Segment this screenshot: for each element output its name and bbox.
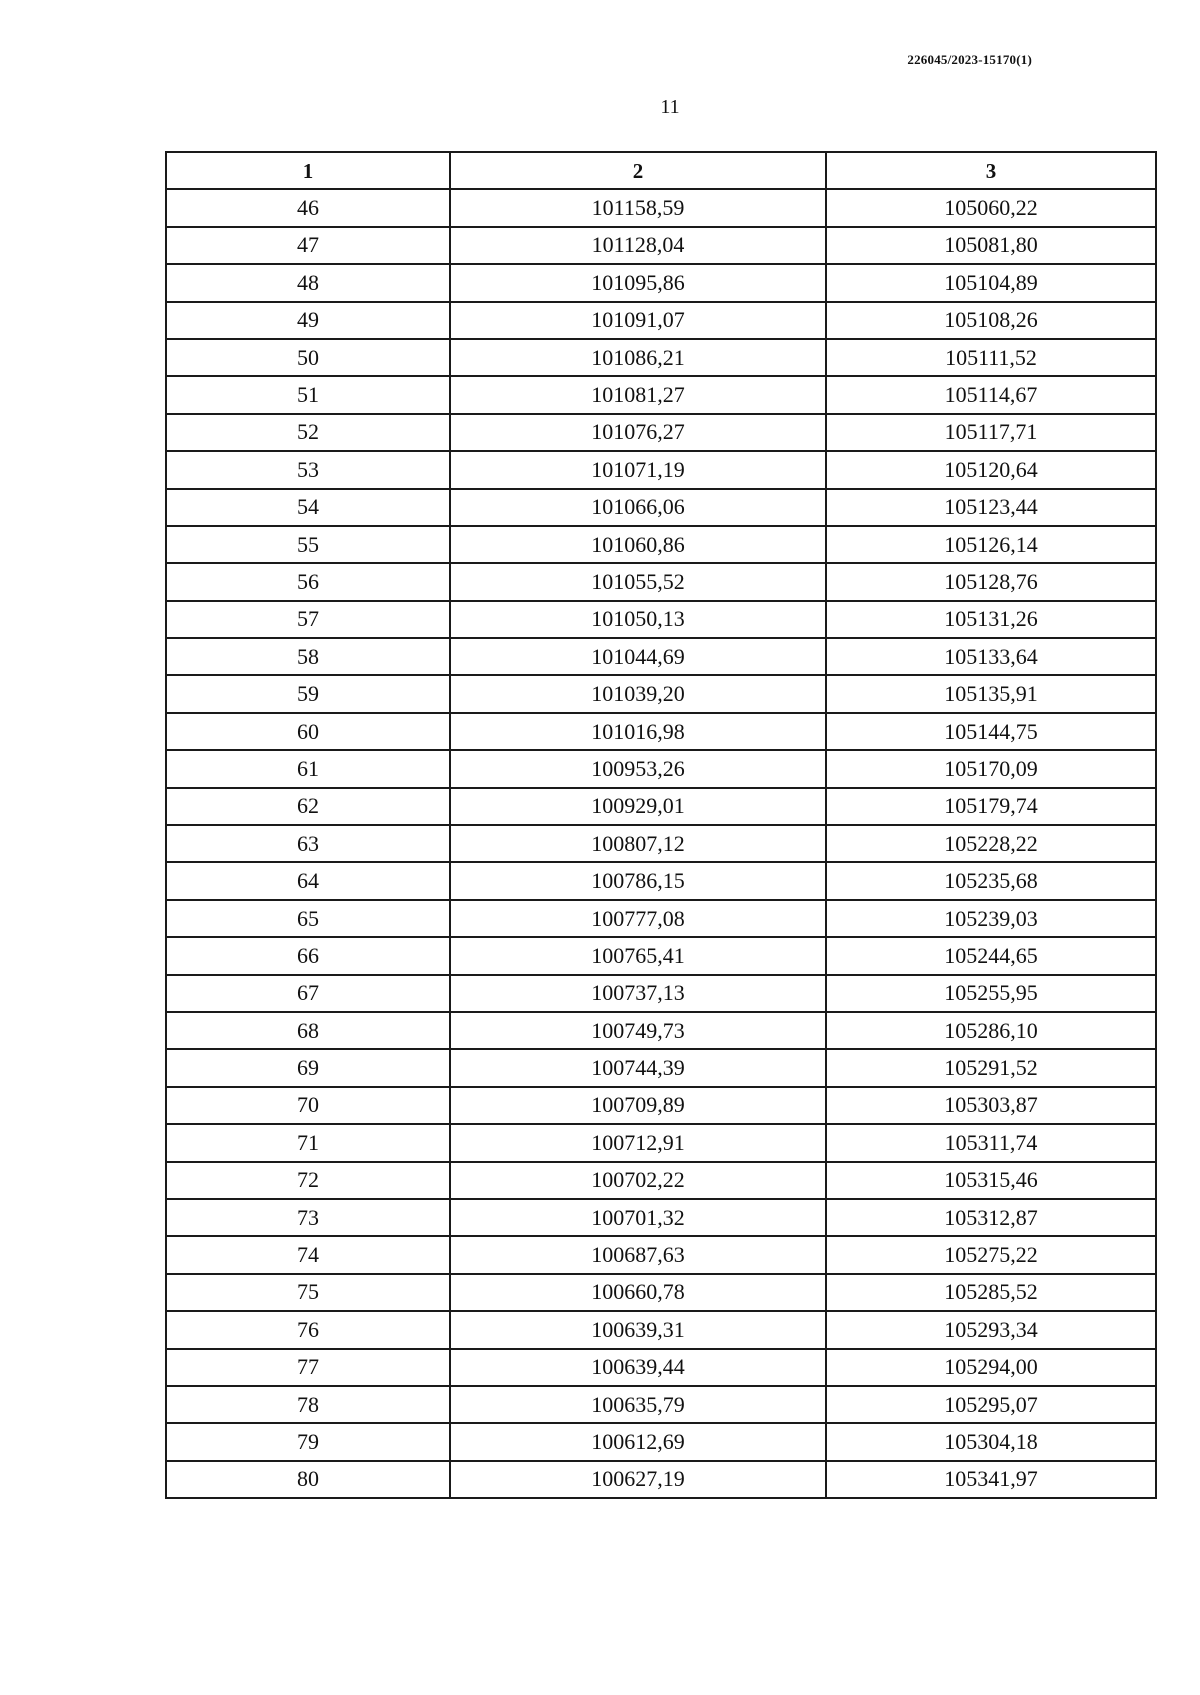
- table-row: [166, 227, 1156, 264]
- coordinate-y-cell: 105131,26: [826, 601, 1156, 638]
- table-row: [166, 937, 1156, 974]
- point-number-cell: 60: [166, 713, 450, 750]
- table-row: [166, 750, 1156, 787]
- column-header: 3: [826, 152, 1156, 189]
- coordinate-y-cell: 105294,00: [826, 1349, 1156, 1386]
- coordinate-y-cell: 105255,95: [826, 975, 1156, 1012]
- coordinate-x-cell: 100701,32: [450, 1199, 826, 1236]
- point-number-cell: 69: [166, 1049, 450, 1086]
- coordinate-y-cell: 105312,87: [826, 1199, 1156, 1236]
- column-header: 1: [166, 152, 450, 189]
- table-row: [166, 376, 1156, 413]
- table-row: [166, 414, 1156, 451]
- coordinate-y-cell: 105244,65: [826, 937, 1156, 974]
- coordinate-y-cell: 105126,14: [826, 526, 1156, 563]
- point-number-cell: 70: [166, 1087, 450, 1124]
- point-number-cell: 57: [166, 601, 450, 638]
- table-row: [166, 601, 1156, 638]
- point-number-cell: 72: [166, 1162, 450, 1199]
- coordinate-y-cell: 105104,89: [826, 264, 1156, 301]
- coordinate-y-cell: 105108,26: [826, 302, 1156, 339]
- point-number-cell: 56: [166, 563, 450, 600]
- table-row: [166, 675, 1156, 712]
- table-row: [166, 638, 1156, 675]
- coordinate-x-cell: 101060,86: [450, 526, 826, 563]
- table-row: [166, 1423, 1156, 1460]
- point-number-cell: 68: [166, 1012, 450, 1049]
- coordinate-y-cell: 105135,91: [826, 675, 1156, 712]
- point-number-cell: 66: [166, 937, 450, 974]
- coordinate-y-cell: 105341,97: [826, 1461, 1156, 1498]
- coordinate-y-cell: 105060,22: [826, 189, 1156, 226]
- coordinate-y-cell: 105286,10: [826, 1012, 1156, 1049]
- table-row: [166, 1461, 1156, 1498]
- table-row: [166, 1311, 1156, 1348]
- coordinate-x-cell: 100777,08: [450, 900, 826, 937]
- coordinate-x-cell: 101158,59: [450, 189, 826, 226]
- table-row: [166, 339, 1156, 376]
- point-number-cell: 52: [166, 414, 450, 451]
- table-row: [166, 1274, 1156, 1311]
- coordinate-y-cell: 105123,44: [826, 489, 1156, 526]
- point-number-cell: 58: [166, 638, 450, 675]
- coordinate-y-cell: 105144,75: [826, 713, 1156, 750]
- point-number-cell: 48: [166, 264, 450, 301]
- column-header: 2: [450, 152, 826, 189]
- point-number-cell: 50: [166, 339, 450, 376]
- table-row: [166, 1386, 1156, 1423]
- point-number-cell: 53: [166, 451, 450, 488]
- coordinate-x-cell: 101016,98: [450, 713, 826, 750]
- point-number-cell: 78: [166, 1386, 450, 1423]
- coordinate-x-cell: 101081,27: [450, 376, 826, 413]
- coordinate-y-cell: 105239,03: [826, 900, 1156, 937]
- point-number-cell: 47: [166, 227, 450, 264]
- coordinate-y-cell: 105117,71: [826, 414, 1156, 451]
- table-row: [166, 1236, 1156, 1273]
- table-row: [166, 1087, 1156, 1124]
- coordinate-y-cell: 105285,52: [826, 1274, 1156, 1311]
- coordinate-y-cell: 105228,22: [826, 825, 1156, 862]
- coordinate-y-cell: 105315,46: [826, 1162, 1156, 1199]
- coordinate-x-cell: 100786,15: [450, 862, 826, 899]
- coordinate-x-cell: 101055,52: [450, 563, 826, 600]
- table-row: [166, 788, 1156, 825]
- table-row: [166, 1012, 1156, 1049]
- point-number-cell: 79: [166, 1423, 450, 1460]
- coordinate-y-cell: 105275,22: [826, 1236, 1156, 1273]
- point-number-cell: 74: [166, 1236, 450, 1273]
- coordinate-y-cell: 105114,67: [826, 376, 1156, 413]
- table-row: [166, 862, 1156, 899]
- point-number-cell: 55: [166, 526, 450, 563]
- coordinate-x-cell: 100635,79: [450, 1386, 826, 1423]
- coordinate-x-cell: 101091,07: [450, 302, 826, 339]
- coordinate-x-cell: 101066,06: [450, 489, 826, 526]
- coordinate-y-cell: 105293,34: [826, 1311, 1156, 1348]
- coordinate-x-cell: 100639,44: [450, 1349, 826, 1386]
- table-row: [166, 825, 1156, 862]
- table-row: [166, 189, 1156, 226]
- coordinate-x-cell: 100660,78: [450, 1274, 826, 1311]
- table-row: [166, 302, 1156, 339]
- coordinate-x-cell: 100627,19: [450, 1461, 826, 1498]
- point-number-cell: 51: [166, 376, 450, 413]
- table-row: [166, 1124, 1156, 1161]
- coordinate-x-cell: 100687,63: [450, 1236, 826, 1273]
- coordinate-y-cell: 105291,52: [826, 1049, 1156, 1086]
- point-number-cell: 61: [166, 750, 450, 787]
- coordinate-y-cell: 105304,18: [826, 1423, 1156, 1460]
- coordinate-x-cell: 100807,12: [450, 825, 826, 862]
- table-row: [166, 526, 1156, 563]
- coordinate-x-cell: 101071,19: [450, 451, 826, 488]
- table-row: [166, 1349, 1156, 1386]
- table-row: [166, 451, 1156, 488]
- table-row: [166, 563, 1156, 600]
- table-row: [166, 1199, 1156, 1236]
- point-number-cell: 65: [166, 900, 450, 937]
- coordinate-x-cell: 100744,39: [450, 1049, 826, 1086]
- point-number-cell: 59: [166, 675, 450, 712]
- table-row: [166, 1049, 1156, 1086]
- point-number-cell: 62: [166, 788, 450, 825]
- point-number-cell: 54: [166, 489, 450, 526]
- coordinate-x-cell: 100709,89: [450, 1087, 826, 1124]
- point-number-cell: 71: [166, 1124, 450, 1161]
- point-number-cell: 80: [166, 1461, 450, 1498]
- coordinate-y-cell: 105081,80: [826, 227, 1156, 264]
- coordinate-x-cell: 101044,69: [450, 638, 826, 675]
- coordinate-x-cell: 100712,91: [450, 1124, 826, 1161]
- table-row: [166, 489, 1156, 526]
- point-number-cell: 67: [166, 975, 450, 1012]
- coordinate-x-cell: 101050,13: [450, 601, 826, 638]
- table-row: [166, 264, 1156, 301]
- coordinate-x-cell: 101039,20: [450, 675, 826, 712]
- coordinate-y-cell: 105235,68: [826, 862, 1156, 899]
- coordinate-y-cell: 105295,07: [826, 1386, 1156, 1423]
- coordinate-y-cell: 105111,52: [826, 339, 1156, 376]
- table-row: [166, 1162, 1156, 1199]
- document-id: 226045/2023-15170(1): [907, 52, 1032, 67]
- page-number: 11: [660, 96, 680, 118]
- table-row: [166, 713, 1156, 750]
- coordinate-y-cell: 105128,76: [826, 563, 1156, 600]
- coordinate-x-cell: 101086,21: [450, 339, 826, 376]
- coordinate-x-cell: 100612,69: [450, 1423, 826, 1460]
- coordinate-x-cell: 101128,04: [450, 227, 826, 264]
- point-number-cell: 77: [166, 1349, 450, 1386]
- table-row: [166, 975, 1156, 1012]
- coordinate-x-cell: 100929,01: [450, 788, 826, 825]
- coordinate-x-cell: 100737,13: [450, 975, 826, 1012]
- coordinate-x-cell: 101076,27: [450, 414, 826, 451]
- point-number-cell: 73: [166, 1199, 450, 1236]
- table-row: [166, 900, 1156, 937]
- coordinate-y-cell: 105170,09: [826, 750, 1156, 787]
- table-header-row: [166, 152, 1156, 189]
- point-number-cell: 46: [166, 189, 450, 226]
- point-number-cell: 75: [166, 1274, 450, 1311]
- coordinate-y-cell: 105311,74: [826, 1124, 1156, 1161]
- point-number-cell: 63: [166, 825, 450, 862]
- coordinate-x-cell: 100702,22: [450, 1162, 826, 1199]
- point-number-cell: 64: [166, 862, 450, 899]
- coordinate-y-cell: 105120,64: [826, 451, 1156, 488]
- coordinate-x-cell: 100953,26: [450, 750, 826, 787]
- coordinate-x-cell: 100639,31: [450, 1311, 826, 1348]
- coordinate-x-cell: 100749,73: [450, 1012, 826, 1049]
- coordinate-y-cell: 105133,64: [826, 638, 1156, 675]
- coordinate-x-cell: 101095,86: [450, 264, 826, 301]
- point-number-cell: 49: [166, 302, 450, 339]
- point-number-cell: 76: [166, 1311, 450, 1348]
- coordinate-y-cell: 105179,74: [826, 788, 1156, 825]
- coordinates-table: [165, 151, 1157, 1499]
- coordinate-y-cell: 105303,87: [826, 1087, 1156, 1124]
- coordinate-x-cell: 100765,41: [450, 937, 826, 974]
